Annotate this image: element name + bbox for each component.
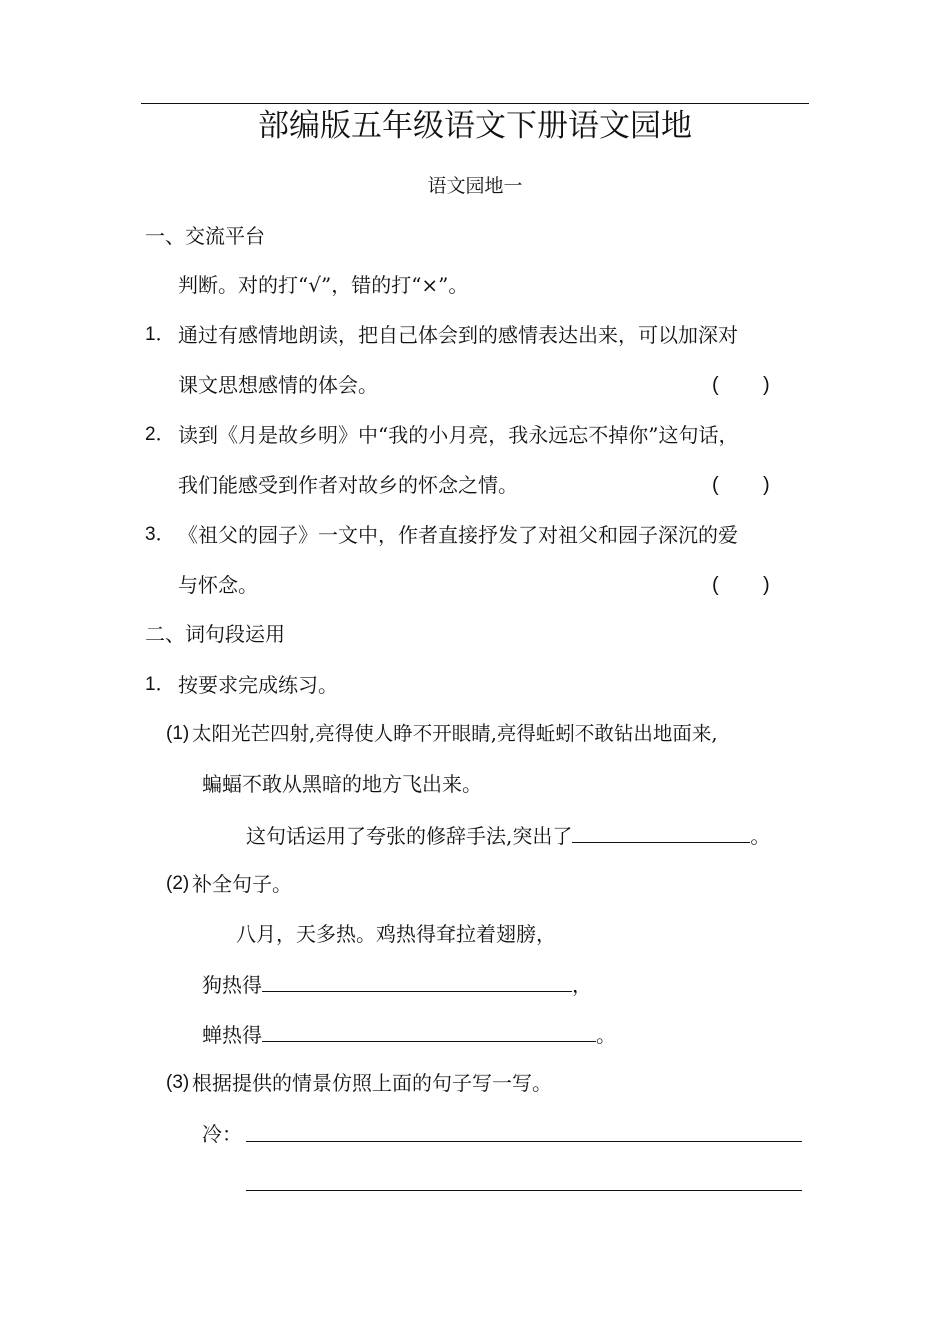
item2-line1: 读到《月是故乡明》中“我的小月亮，我永远忘不掉你”这句话， [178, 423, 739, 447]
sub3-text: 根据提供的情景仿照上面的句子写一写。 [192, 1071, 552, 1095]
sub3-cold-label: 冷： [202, 1122, 242, 1146]
item3-number: 3． [145, 524, 175, 545]
q1-number: 1． [145, 674, 175, 695]
section1-heading: 一、交流平台 [145, 224, 265, 248]
sub1-line1: 太阳光芒四射,亮得使人睁不开眼睛,亮得蚯蚓不敢钻出地面来, [192, 722, 718, 745]
item1-answer-close-paren: ) [763, 374, 770, 396]
sub1-answer-blank[interactable] [572, 820, 750, 843]
item2-line2: 我们能感受到作者对故乡的怀念之情。 [178, 473, 518, 497]
sub2-dog-end: ， [572, 973, 592, 997]
item3-answer-close-paren: ) [763, 574, 770, 596]
document-title: 部编版五年级语文下册语文园地 [258, 108, 692, 144]
sub2-cicada-blank[interactable] [262, 1019, 596, 1042]
item2-answer-close-paren: ) [763, 474, 770, 496]
item3-answer-open-paren: ( [712, 574, 719, 596]
item2-answer-open-paren: ( [712, 474, 719, 496]
item1-line1: 通过有感情地朗读，把自己体会到的感情表达出来，可以加深对 [178, 323, 738, 347]
sub1-line2: 蝙蝠不敢从黑暗的地方飞出来。 [202, 772, 482, 796]
sub2-dog-label: 狗热得 [202, 973, 262, 997]
q1-text: 按要求完成练习。 [178, 673, 338, 697]
item3-line1: 《祖父的园子》一文中，作者直接抒发了对祖父和园子深沉的爱 [178, 523, 738, 547]
document-subtitle: 语文园地一 [427, 175, 523, 197]
sub3-label: (3) [166, 1072, 190, 1093]
sub2-label: (2) [166, 873, 190, 894]
sub2-dog-blank[interactable] [262, 969, 572, 992]
sub2-cicada-end: 。 [596, 1023, 616, 1047]
sub2-example: 八月，天多热。鸡热得耷拉着翅膀， [236, 922, 556, 946]
sub3-answer-line-2[interactable] [246, 1190, 802, 1191]
section2-heading: 二、词句段运用 [145, 622, 285, 646]
sub2-cicada-label: 蝉热得 [202, 1023, 262, 1047]
item1-number: 1． [145, 324, 175, 345]
item1-answer-open-paren: ( [712, 374, 719, 396]
section1-instruction: 判断。对的打“√”，错的打“×”。 [178, 273, 469, 297]
sub2-text: 补全句子。 [192, 872, 292, 896]
item2-number: 2． [145, 424, 175, 445]
header-rule [141, 103, 809, 104]
sub3-cold-line [202, 1120, 242, 1148]
sub2-cicada-line [202, 1019, 616, 1049]
sub1-label: (1) [166, 723, 190, 744]
sub2-dog-line [202, 969, 592, 999]
item3-line2: 与怀念。 [178, 573, 258, 597]
sub1-end: 。 [750, 824, 771, 848]
sub1-prompt-line [246, 820, 770, 850]
item1-line2: 课文思想感情的体会。 [178, 373, 378, 397]
sub3-answer-line-1[interactable] [246, 1141, 802, 1142]
sub1-prompt: 这句话运用了夸张的修辞手法,突出了 [246, 824, 573, 848]
